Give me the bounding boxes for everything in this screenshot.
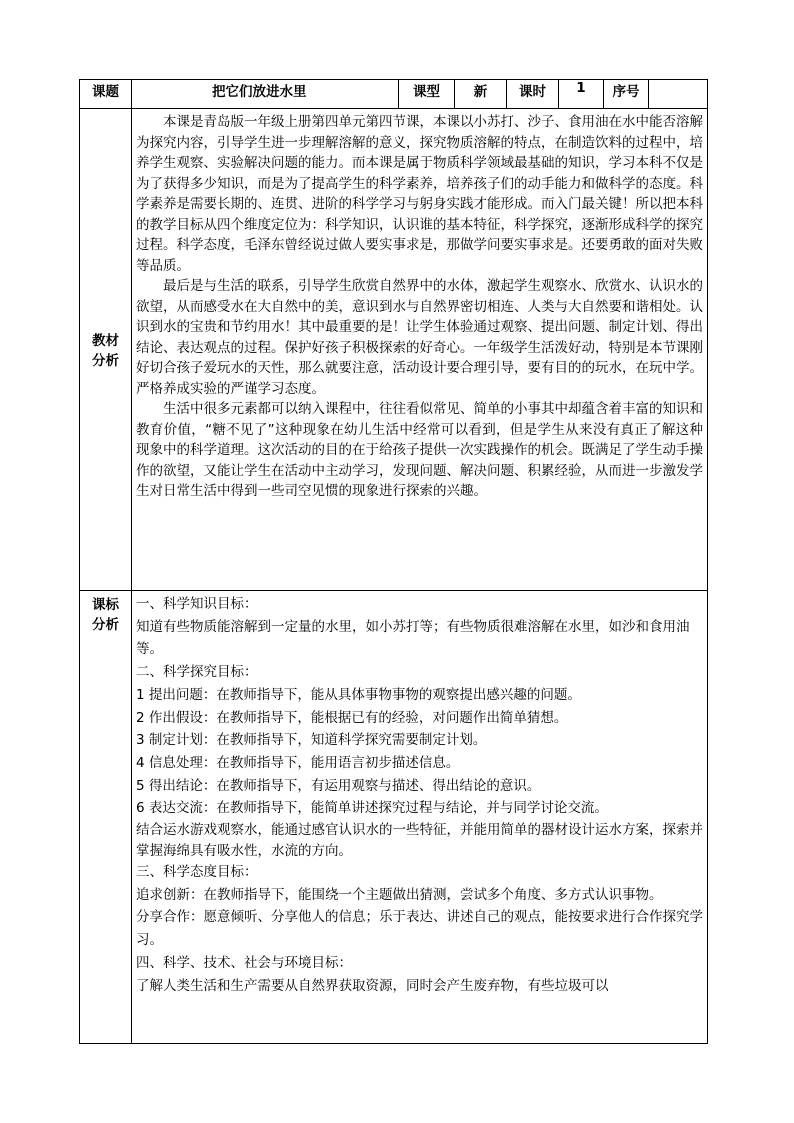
material-label-line1: 教材 bbox=[92, 333, 119, 349]
goal-heading: 一、科学知识目标： bbox=[136, 596, 258, 612]
material-label-line2: 分析 bbox=[92, 353, 119, 369]
goal-heading: 四、科学、技术、社会与环境目标： bbox=[136, 954, 352, 971]
material-analysis-text bbox=[132, 109, 708, 591]
goal-line: 4 信息处理：在教师指导下，能用语言初步描述信息。 bbox=[136, 754, 460, 771]
goal-line: 知道有些物质能溶解到一定量的水里，如小苏打等；有些物质很难溶解在水里，如沙和食用油等。 bbox=[136, 618, 690, 658]
goal-line: 1 提出问题：在教师指导下，能从具体事物事物的观察提出感兴趣的问题。 bbox=[136, 686, 581, 703]
topic-value: 把它们放进水里 bbox=[132, 80, 399, 109]
standards-label-line2: 分析 bbox=[92, 617, 119, 633]
standards-analysis-text bbox=[132, 591, 708, 1044]
standards-label bbox=[80, 591, 132, 1044]
goal-heading: 二、科学探究目标： bbox=[136, 664, 258, 681]
goal-line: 追求创新：在教师指导下，能围绕一个主题做出猜测，尝试多个角度、多方式认识事物。 bbox=[136, 886, 663, 903]
lesson-plan-table bbox=[79, 79, 708, 1044]
goal-line: 分享合作：愿意倾听、分享他人的信息；乐于表达、讲述自己的观点，能按要求进行合作探究学习。 bbox=[136, 909, 703, 949]
seq-value bbox=[649, 80, 708, 109]
period-value: 1 bbox=[559, 80, 604, 109]
goal-line: 5 得出结论：在教师指导下，有运用观察与描述、得出结论的意识。 bbox=[136, 777, 541, 794]
material-paragraph: 生活中很多元素都可以纳入课程中，往往看似常见、简单的小事其中却蕴含着丰富的知识和教育价值，“糖不见了”这种现象在幼儿生活中经常可以看到，但是学生从来没有真正了解这种现象中的科学道理。这次活动的目的在于给孩子提供一次实践操作的机会。既满足了学生动手操作的欲望，又能让学生在活动中主动学习，发现问题、解决问题、积累经验，从而进一步激发学生对日常生活中得到一些司空见惯的现象进行探索的兴趣。 bbox=[136, 401, 703, 499]
material-label bbox=[80, 109, 132, 591]
goal-line: 了解人类生活和生产需要从自然界获取资源，同时会产生废弃物，有些垃圾可以 bbox=[136, 977, 609, 994]
goal-heading: 三、科学态度目标： bbox=[136, 864, 258, 881]
period-label: 课时 bbox=[507, 80, 559, 109]
standards-label-line1: 课标 bbox=[92, 597, 119, 613]
seq-label: 序号 bbox=[604, 80, 649, 109]
lesson-plan-sheet bbox=[79, 79, 707, 1044]
material-paragraph: 本课是青岛版一年级上册第四单元第四节课，本课以小苏打、沙子、食用油在水中能否溶解为探究内容，引导学生进一步理解溶解的意义，探究物质溶解的特点，在制造饮料的过程中，培养学生观察、实验解决问题的能力。而本课是属于物质科学领域最基础的知识，学习本科不仅是为了获得多少知识，而是为了提高学生的科学素养，培养孩子们的动手能力和做科学的态度。科学素养是需要长期的、连贯、进阶的科学学习与躬身实践才能形成。而入门最关键！所以把本科的教学目标从四个维度定位为：科学知识，认识谁的基本特征，科学探究，逐渐形成科学的探究过程。科学态度，毛泽东曾经说过做人要实事求是，那做学问要实事求是。还要勇敢的面对失败等品质。 bbox=[136, 114, 703, 274]
header-row bbox=[80, 80, 708, 109]
goal-line: 结合运水游戏观察水，能通过感官认识水的一些特征，并能用简单的器材设计运水方案，探索并掌握海绵具有吸水性，水流的方向。 bbox=[136, 822, 703, 859]
material-paragraph: 最后是与生活的联系，引导学生欣赏自然界中的水体，激起学生观察水、欣赏水、认识水的欲望，从而感受水在大自然中的美，意识到水与自然界密切相连、人类与大自然要和谐相处。认识到水的宝贵和节约用水！其中最重要的是！让学生体验通过观察、提出问题、制定计划、得出结论、表达观点的过程。保护好孩子积极探索的好奇心。一年级学生活泼好动，特别是本节课刚好切合孩子爱玩水的天性，那么就要注意，活动设计要合理引导，要有目的的玩水，在玩中学。严格养成实验的严谨学习态度。 bbox=[136, 278, 703, 397]
material-row bbox=[80, 109, 708, 591]
goal-line: 2 作出假设：在教师指导下，能根据已有的经验，对问题作出简单猜想。 bbox=[136, 709, 568, 726]
type-value: 新 bbox=[455, 80, 507, 109]
topic-label: 课题 bbox=[80, 80, 132, 109]
goal-line: 6 表达交流：在教师指导下，能简单讲述探究过程与结论，并与同学讨论交流。 bbox=[136, 800, 608, 817]
standards-row bbox=[80, 591, 708, 1044]
type-label: 课型 bbox=[399, 80, 455, 109]
goal-line: 3 制定计划：在教师指导下，知道科学探究需要制定计划。 bbox=[136, 732, 487, 749]
